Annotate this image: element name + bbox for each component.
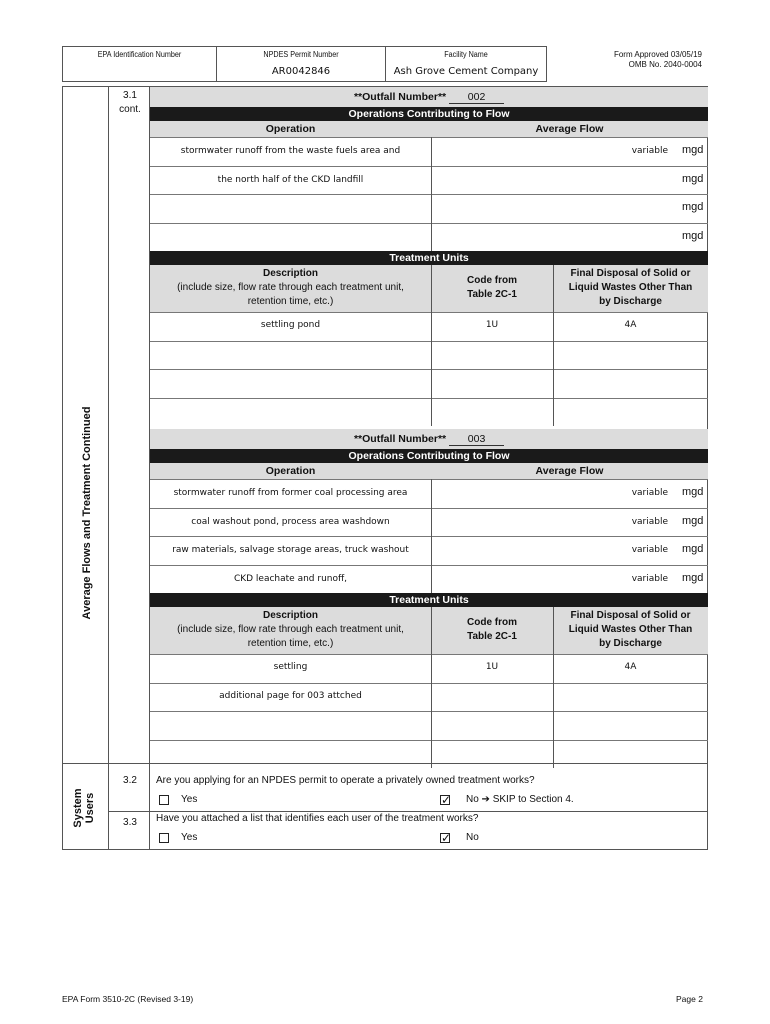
item-31-number: 3.1 [123, 90, 137, 101]
check-icon: ✓ [441, 793, 452, 807]
desc-subtitle-2: retention time, etc.) [247, 638, 334, 649]
operation-col-header: Operation [265, 465, 316, 477]
outfall-number-value[interactable]: 003 [449, 433, 504, 446]
avg-flow-col-header: Average Flow [535, 465, 604, 477]
item-31-cont: cont. [119, 104, 141, 115]
unit-mgd: mgd [682, 201, 704, 213]
form-approved-date: Form Approved 03/05/19 [613, 50, 702, 59]
description-col-header [150, 609, 431, 651]
q32-yes-checkbox[interactable] [159, 795, 169, 805]
q32-question: Are you applying for an NPDES permit to operate a privately owned treatment works? [156, 775, 535, 786]
operation-cell[interactable]: the north half of the CKD landfill [217, 174, 364, 185]
description-col-header [150, 267, 431, 309]
operations-bar: Operations Contributing to Flow [150, 449, 708, 463]
epa-id-cell [62, 46, 217, 82]
final-title-2: Liquid Wastes Other Than [568, 282, 693, 293]
q33-no-checkbox[interactable] [440, 833, 450, 843]
system-label: System [72, 788, 84, 828]
outfall-label: **Outfall Number** [353, 433, 447, 445]
desc-subtitle-2: retention time, etc.) [247, 296, 334, 307]
final-title-1: Final Disposal of Solid or [570, 268, 691, 279]
operation-col-header: Operation [265, 123, 316, 135]
final-title-1: Final Disposal of Solid or [570, 610, 691, 621]
treatment-description-cell[interactable]: settling pond [260, 320, 321, 330]
desc-subtitle-1: (include size, flow rate through each treatment unit, [177, 282, 404, 293]
code-title-2: Table 2C-1 [467, 289, 517, 300]
main-form-table [62, 86, 708, 850]
treatment-units-bar: Treatment Units [150, 251, 708, 265]
desc-subtitle-1: (include size, flow rate through each treatment unit, [177, 624, 404, 635]
outfall-number-row [150, 87, 708, 107]
facility-label: Facility Name [444, 50, 488, 59]
avg-flow-cell[interactable]: variable [631, 516, 668, 527]
final-disposal-cell[interactable]: 4A [624, 320, 637, 330]
unit-mgd: mgd [682, 172, 704, 185]
q32-number: 3.2 [123, 775, 137, 786]
footer-page: Page 2 [676, 994, 703, 1004]
check-icon: ✓ [441, 831, 452, 845]
operation-cell[interactable]: CKD leachate and runoff, [233, 573, 348, 584]
facility-value[interactable]: Ash Grove Cement Company [393, 66, 539, 77]
omb-number: OMB No. 2040-0004 [628, 60, 702, 69]
final-title-3: by Discharge [599, 296, 662, 307]
q33-number: 3.3 [123, 817, 137, 828]
avg-flow-col-header: Average Flow [535, 123, 604, 135]
unit-mgd: mgd [682, 514, 704, 527]
q33-yes-label: Yes [181, 832, 198, 843]
avg-flow-cell[interactable]: variable [631, 545, 668, 555]
side-label-system-users [63, 763, 108, 849]
q33-no-label: No [466, 832, 479, 843]
unit-mgd: mgd [682, 571, 704, 584]
side-label-section3: Average Flows and Treatment Continued [81, 406, 93, 620]
code-title-1: Code from [467, 275, 517, 286]
outfall-label: **Outfall Number** [353, 91, 447, 103]
unit-mgd: mgd [682, 486, 704, 498]
operations-bar: Operations Contributing to Flow [150, 107, 708, 121]
outfall-number-row [150, 429, 708, 449]
users-label: Users [84, 792, 96, 824]
epa-id-label: EPA Identification Number [97, 50, 182, 59]
final-disposal-col-header [553, 609, 708, 651]
outfall-number-value[interactable]: 002 [449, 91, 504, 104]
treatment-description-cell[interactable]: settling [273, 662, 308, 672]
npdes-label: NPDES Permit Number [263, 50, 339, 59]
npdes-value[interactable]: AR0042846 [271, 66, 331, 77]
code-col-header [431, 616, 553, 644]
header-box [62, 46, 547, 84]
desc-title: Description [262, 610, 318, 621]
avg-flow-cell[interactable]: variable [631, 488, 668, 498]
treatment-code-cell[interactable]: 1U [485, 320, 499, 330]
q32-no-checkbox[interactable] [440, 795, 450, 805]
avg-flow-cell[interactable]: variable [631, 573, 668, 584]
operation-cell[interactable]: coal washout pond, process area washdown [191, 516, 390, 527]
unit-mgd: mgd [682, 229, 704, 242]
desc-title: Description [262, 268, 318, 279]
final-title-3: by Discharge [599, 638, 662, 649]
facility-cell [385, 46, 547, 82]
treatment-description-cell[interactable]: additional page for 003 attched [219, 690, 362, 701]
final-title-2: Liquid Wastes Other Than [568, 624, 693, 635]
operation-cell[interactable]: stormwater runoff from the waste fuels area and [180, 146, 401, 156]
operation-cell[interactable]: raw materials, salvage storage areas, truck washout [172, 545, 409, 555]
npdes-cell [216, 46, 386, 82]
q32-yes-label: Yes [181, 794, 198, 805]
unit-mgd: mgd [682, 543, 704, 555]
code-title-1: Code from [467, 617, 517, 628]
q33-yes-checkbox[interactable] [159, 833, 169, 843]
final-disposal-col-header [553, 267, 708, 309]
unit-mgd: mgd [682, 144, 704, 156]
q33-question: Have you attached a list that identifies each user of the treatment works? [156, 813, 479, 824]
avg-flow-cell[interactable]: variable [631, 146, 668, 156]
final-disposal-cell[interactable]: 4A [624, 662, 637, 672]
code-col-header [431, 274, 553, 302]
footer-form: EPA Form 3510-2C (Revised 3-19) [62, 994, 194, 1004]
form-approved [560, 50, 702, 70]
treatment-units-bar: Treatment Units [150, 593, 708, 607]
treatment-code-cell[interactable]: 1U [485, 662, 499, 672]
code-title-2: Table 2C-1 [467, 631, 517, 642]
q32-no-label: No ➔ SKIP to Section 4. [466, 794, 574, 805]
operation-cell[interactable]: stormwater runoff from former coal processing area [173, 488, 408, 498]
